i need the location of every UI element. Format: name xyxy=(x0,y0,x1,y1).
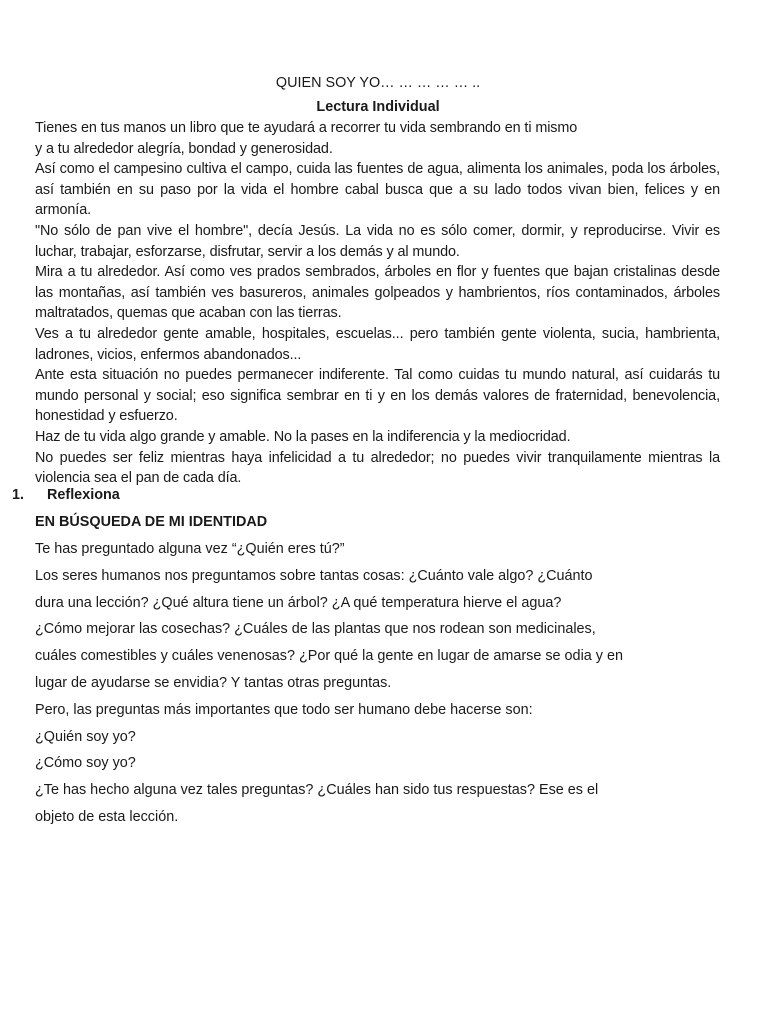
reading-paragraph: "No sólo de pan vive el hombre", decía Jesús. La vida no es sólo comer, dormir, y reproducirse. Vivir es luchar, trabajar, esforzarse, disfrutar, servir a los demás y al mundo. xyxy=(35,222,720,260)
reading-paragraph: y a tu alrededor alegría, bondad y generosidad. xyxy=(35,140,333,157)
body-line: Te has preguntado alguna vez “¿Quién eres tú?” xyxy=(35,541,345,557)
reading-paragraph: No puedes ser feliz mientras haya infelicidad a tu alrededor; no puedes vivir tranquilamente mientras la violencia sea el pan de cada día. xyxy=(35,449,720,487)
body-line: Pero, las preguntas más importantes que todo ser humano debe hacerse son: xyxy=(35,701,533,718)
section-number: 1. xyxy=(12,487,25,503)
identity-body xyxy=(35,540,720,835)
reading-paragraph: Ves a tu alrededor gente amable, hospitales, escuelas... pero también gente violenta, sucia, hambrienta, ladrones, vicios, enfermos abandonados... xyxy=(35,325,720,363)
document-subtitle: Lectura Individual xyxy=(316,99,440,115)
section-title: Reflexiona xyxy=(47,487,120,503)
identity-heading: EN BÚSQUEDA DE MI IDENTIDAD xyxy=(35,514,268,530)
reading-text xyxy=(35,118,720,489)
reading-paragraph: Así como el campesino cultiva el campo, cuida las fuentes de agua, alimenta los animales, poda los árboles, así también en su paso por la vida el hombre cabal busca que a su lado todos vivan bien, felices y en armonía. xyxy=(35,161,720,219)
body-line: ¿Quién soy yo? xyxy=(35,728,136,745)
body-line: objeto de esta lección. xyxy=(35,808,179,825)
body-line: dura una lección? ¿Qué altura tiene un árbol? ¿A qué temperatura hierve el agua? xyxy=(35,594,562,611)
body-line: cuáles comestibles y cuáles venenosas? ¿Por qué la gente en lugar de amarse se odia y en xyxy=(35,648,623,665)
reading-paragraph: Mira a tu alrededor. Así como ves prados sembrados, árboles en flor y fuentes que bajan cristalinas desde las montañas, así también ves basureros, animales golpeados y hambrientos, ríos contaminados, árboles maltratados, quemas que acaban con las tierras. xyxy=(35,264,720,322)
body-line: ¿Cómo soy yo? xyxy=(35,755,136,772)
reading-paragraph: Tienes en tus manos un libro que te ayudará a recorrer tu vida sembrando en ti mismo xyxy=(35,120,578,136)
body-line: lugar de ayudarse se envidia? Y tantas otras preguntas. xyxy=(35,674,392,691)
body-line: Los seres humanos nos preguntamos sobre tantas cosas: ¿Cuánto vale algo? ¿Cuánto xyxy=(35,567,593,584)
reading-paragraph: Haz de tu vida algo grande y amable. No la pases en la indiferencia y la mediocridad. xyxy=(35,428,571,445)
reading-paragraph: Ante esta situación no puedes permanecer indiferente. Tal como cuidas tu mundo natural, así cuidarás tu mundo personal y social; eso significa sembrar en ti y en los demás valores de fraternidad, benevolencia, honestidad y esfuerzo. xyxy=(35,367,720,425)
document-title: QUIEN SOY YO… … … … … .. xyxy=(275,75,481,91)
body-line: ¿Cómo mejorar las cosechas? ¿Cuáles de las plantas que nos rodean son medicinales, xyxy=(35,621,596,638)
body-line: ¿Te has hecho alguna vez tales preguntas? ¿Cuáles han sido tus respuestas? Ese es el xyxy=(35,782,599,799)
